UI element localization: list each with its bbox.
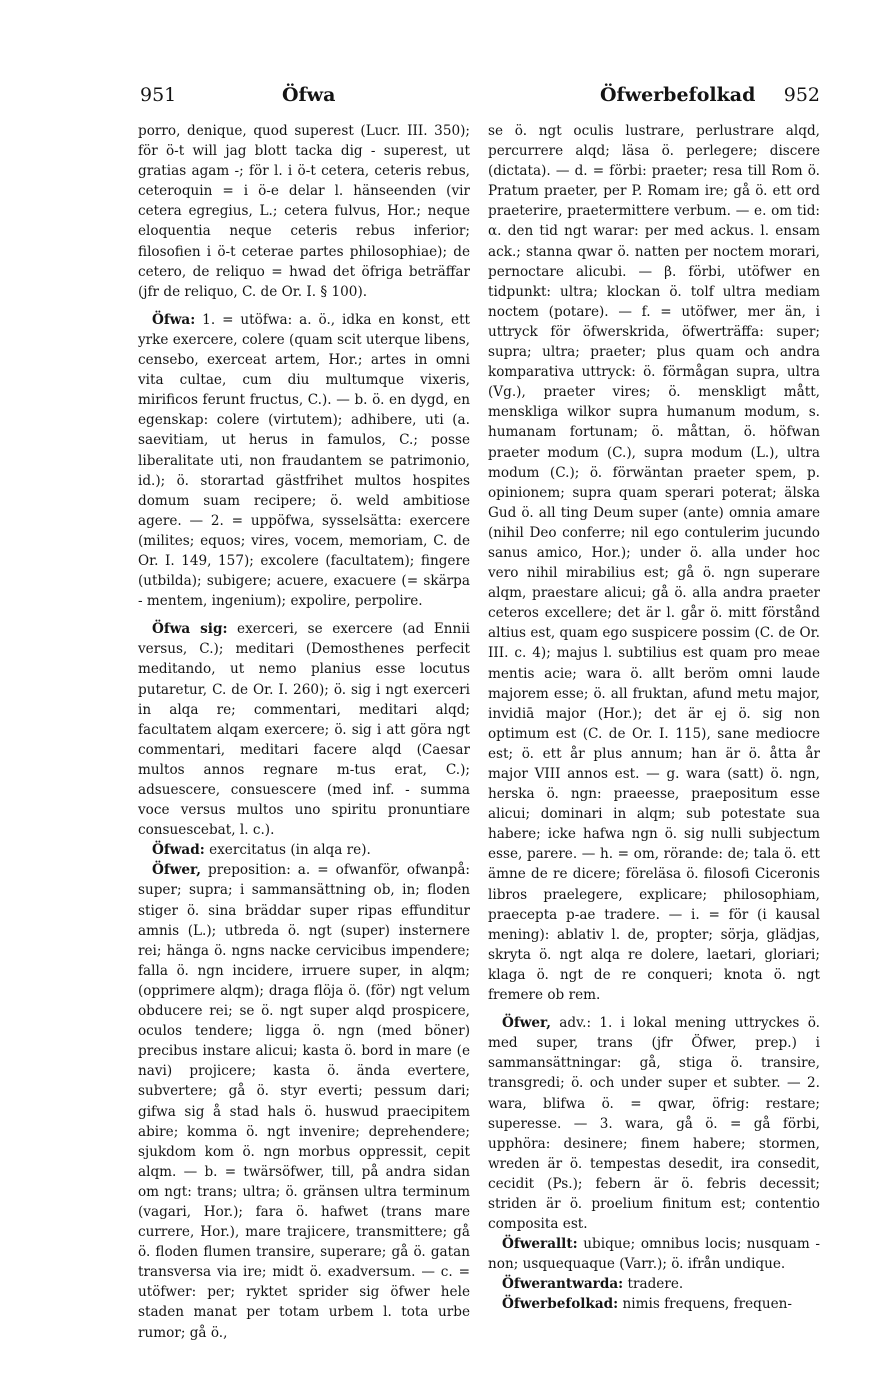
page-header — [132, 84, 824, 114]
entry — [488, 1013, 820, 1234]
entry — [138, 619, 470, 840]
entry — [138, 840, 470, 860]
running-headword-right: Öfwerbefolkad — [600, 84, 756, 106]
entry — [138, 860, 470, 1342]
entry — [488, 1234, 820, 1274]
entry-text: se ö. ngt oculis lustrare, perlustrare alqd, percurrere alqd; läsa ö. perlegere; discere (dictata). — d. = förbi: praeter; resa till Rom ö. Pratum praeter, per P. Romam ire; gå ö. ett ord praeterire, praetermittere verbum. — e. om tid: α. den tid ngt warar: per med ackus. l. ensam ack.; stanna qwar ö. natten per noctem morari, pernoctare alicubi. — β. förbi, utöfwer en tidpunkt: ultra; klockan ö. tolf ultra mediam noctem (potare). — f. = utöfwer, mer än, i uttryck för öfwerskrida, öfwerträffa: super; supra; ultra; praeter; plus quam och andra komparativa uttryck: ö. förmågan supra, ultra (Vg.), praeter vires; ö. menskligt mått, menskliga wilkor supra humanum modum, s. humanam fortunam; ö. måttan, ö. höfwan praeter modum (C.), supra modum (L.), ultra modum (C.); ö. förwäntan praeter spem, p. opinionem; supra quam sperari poterat; älska Gud ö. all ting Deum super (ante) omnia amare (nihil Deo conferre; nil ego contulerim jucundo sanus amico, Hor.); under ö. alla under hoc vero nihil mirabilius est; gå ö. ngn superare alqm, praestare alicui; gå ö. alla andra praeter ceteros excellere; det är l. går ö. mitt förstånd altius est, quam ego suspicere possim (C. de Or. III. c. 4); majus l. subtilius est quam pro meae mentis acie; wara ö. allt beröm omni laude majorem esse; ö. all fruktan, afund metu major, invidiā major (Hor.); det är ej ö. sig non optimum est (C. de Or. I. 115), sane mediocre est; ö. ett år plus annum; han är ö. åtta år major VIII annos est. — g. wara (satt) ö. ngn, herska ö. ngn: praeesse, praepositum esse alicui; dominari in alqm; sub potestate sua habere; icke hafwa ngn ö. sig nulli subjectum esse, parere. — h. = om, rörande: de; tala ö. ett ämne de re dicere; föreläsa ö. filosofi Ciceronis libros praelegere, explicare; philosophiam, praecepta p-ae tradere. — i. = för (i kausal mening): ablativ l. de, propter; sörja, glädjas, skryta ö. ngt alqa re dolere, laetari, gloriari; klaga ö. ngt de re conqueri; knota ö. ngt fremere ob rem. — [488, 123, 820, 1004]
entry-text: preposition: a. = ofwanför, ofwanpå: super; supra; i sammansättning ob, in; floden stiger ö. sina bräddar super ripas effunditur amnis (L.); utbreda ö. ngt (super) insternere rei; hänga ö. ngns nacke cervicibus impendere; falla ö. ngn incidere, irruere super, in alqm; (opprimere alqm); draga flöja ö. (för) ngt velum obducere rei; se ö. ngt super alqd prospicere, oculos tendere; ligga ö. ngn (med böner) precibus instare alicui; kasta ö. bord in mare (e navi) projicere; kasta ö. ända evertere, subvertere; gå ö. styr everti; pessum dari; gifwa sig å stad hals ö. huswud praecipitem abire; komma ö. ngt invenire; deprehendere; sjukdom kom ö. ngn morbus oppressit, cepit alqm. — b. = twärsöfwer, till, på andra sidan om ngt: trans; ultra; ö. gränsen ultra terminum (vagari, Hor.); fara ö. hafwet (trans mare currere, Hor.), mare trajicere, transmittere; gå ö. floden flumen transire, superare; gå ö. gatan transversa via ire; midt ö. exadversum. — c. = utöfwer: per; ryktet sprider sig öfwer hele staden manat per totam urbem l. tota urbe rumor; gå ö., — [138, 862, 471, 1341]
page-number-left: 951 — [140, 84, 177, 106]
entry-headword: Öfwer, — [502, 1015, 551, 1032]
left-column — [138, 121, 470, 1343]
entry-headword: Öfwerantwarda: — [502, 1276, 624, 1293]
entry-text: exercitatus (in alqa re). — [209, 842, 371, 859]
entry-text: nimis frequens, frequen- — [622, 1296, 793, 1313]
entry-headword: Öfwa sig: — [152, 621, 228, 638]
entry-text: tradere. — [627, 1276, 684, 1293]
entry — [138, 121, 470, 302]
entry-headword: Öfwad: — [152, 842, 205, 859]
entry — [138, 310, 470, 611]
entry-text: ubique; omnibus locis; nusquam - non; usquequaque (Varr.); ö. ifrån undique. — [488, 1236, 820, 1273]
entry-headword: Öfwa: — [152, 311, 196, 328]
entry-text: exerceri, se exercere (ad Ennii versus, C.); meditari (Demosthenes perfecit meditando, ut nemo planius esse locutus putaretur, C. de Or. I. 260); ö. sig i ngt exerceri in alqa re; commentari, meditari alqd; facultatem alqam exercere; ö. sig i att göra ngt commentari, meditari facere alqd (Caesar multos annos regnare m-tus erat, C.); adsuescere, consuescere (med inf. - summa voce versus multos uno spiritu pronuntiare consuescebat, l. c.). — [138, 621, 470, 839]
right-column — [488, 121, 820, 1315]
entry — [488, 1274, 820, 1294]
page-number-right: 952 — [783, 84, 820, 106]
entry-text: 1. = utöfwa: a. ö., idka en konst, ett yrke exercere, colere (quam scit uterque libens, censebo, exerceat artem, Hor.; artes in omni vita cultae, cum diu multumque vixeris, mirificos ferunt fructus, C.). — b. ö. en dygd, en egenskap: colere (virtutem); adhibere, uti (a. saevitiam, ut herus in famulos, C.; posse liberalitate uti, non fraudantem se patrimonio, id.); ö. storartad gästfrihet multos hospites domum suam recipere; ö. weld ambitiose agere. — 2. = uppöfwa, sysselsätta: exercere (milites; equos; vires, vocem, memoriam, C. de Or. I. 149, 157); excolere (facultatem); fingere (utbilda); subigere; acuere, exacuere (= skärpa - mentem, ingenium); expolire, perpolire. — [138, 311, 470, 610]
entry-text: porro, denique, quod superest (Lucr. III. 350); för ö-t will jag blott tacka dig - superest, ut gratias agam -; för l. i ö-t cetera, ceteris rebus, ceteroquin = i ö-e delar l. hänseenden (vir cetera egregius, L.; cetera fulvus, Hor.; neque eloquentia neque ceteris rebus inferior; filosofien i ö-t ceterae partes philosophiae); de cetero, de reliquo = hwad det öfriga beträffar (jfr de reliquo, C. de Or. I. § 100). — [138, 123, 470, 300]
entry-text: adv.: 1. i lokal mening uttryckes ö. med super, trans (jfr Öfwer, prep.) i sammansättningar: gå, stiga ö. transire, transgredi; ö. och under super et subter. — 2. wara, blifwa ö. = qwar, öfrig: restare; superesse. — 3. wara, gå ö. = gå förbi, upphöra: desinere; finem habere; stormen, wreden är ö. tempestas desedit, ira consedit, cecidit (Ps.); febern är ö. febris decessit; striden är ö. proelium finitum est; contentio composita est. — [488, 1015, 820, 1233]
entry — [488, 1294, 820, 1314]
entry-headword: Öfwerallt: — [502, 1236, 578, 1253]
entry-headword: Öfwer, — [152, 862, 201, 879]
running-headword-left: Öfwa — [282, 84, 336, 106]
entry-headword: Öfwerbefolkad: — [502, 1296, 619, 1313]
entry — [488, 121, 820, 1005]
